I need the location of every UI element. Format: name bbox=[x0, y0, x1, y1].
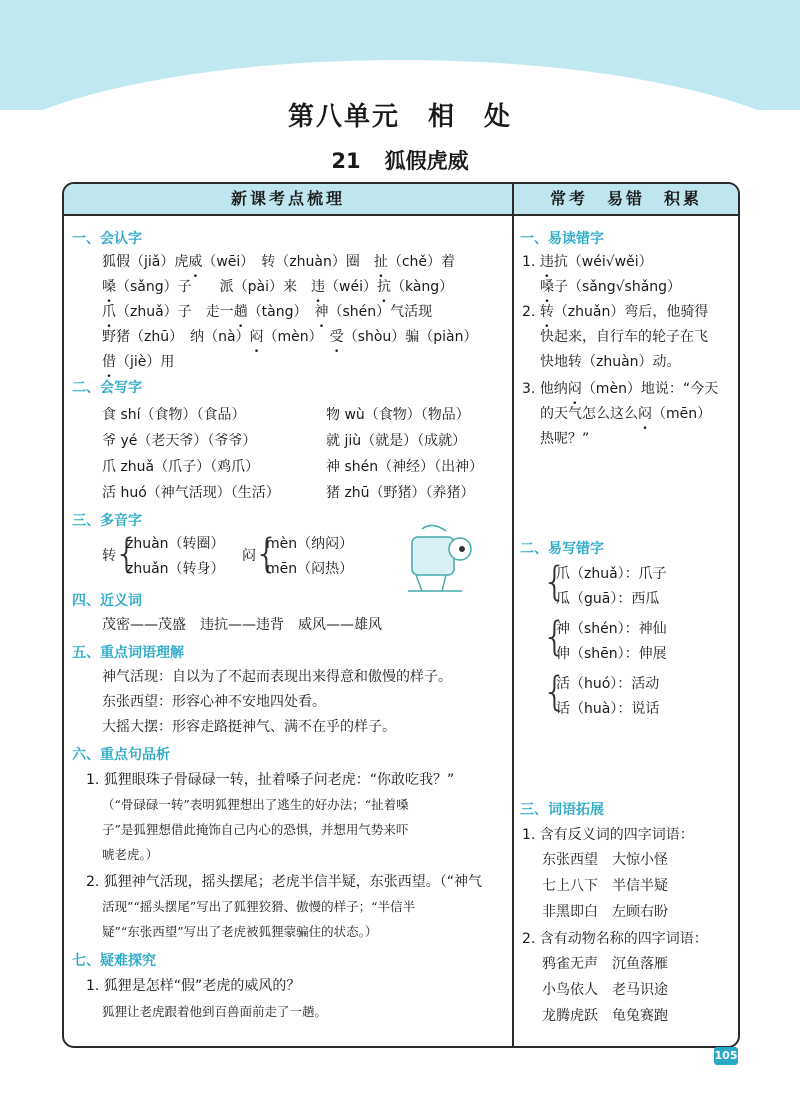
section-title: 七、疑难探究 bbox=[72, 953, 156, 969]
section-title: 四、近义词 bbox=[72, 593, 142, 609]
note-line: 子”是狐狸想借此掩饰自己内心的恐惧，并想用气势来吓 bbox=[102, 822, 409, 837]
cartoon-illustration bbox=[402, 519, 492, 599]
page-number: 105 bbox=[714, 1047, 738, 1065]
text-line: 3. 他纳闷（mèn）地说：“今天 bbox=[522, 381, 719, 397]
lesson-name: 狐假虎威 bbox=[384, 149, 469, 173]
text-line: 爪（zhuǎ）子 走一趟（tàng） 神（shén）气活现 bbox=[102, 304, 433, 320]
text-line: 活 huó（神气活现）（生活） bbox=[102, 485, 280, 501]
section-title: 二、易写错字 bbox=[520, 541, 604, 557]
text-line: 猪 zhū（野猪）（养猪） bbox=[326, 485, 475, 501]
section-title: 六、重点句品析 bbox=[72, 747, 170, 763]
text-line: 茂密——茂盛 违抗——违背 威风——雄风 bbox=[102, 617, 382, 633]
text-line: 野猪（zhū） 纳（nà）闷（mèn） 受（shòu）骗（piàn） bbox=[102, 329, 478, 345]
section-title: 三、词语拓展 bbox=[520, 802, 604, 818]
note-line: （“骨碌碌一转”表明狐狸想出了逃生的好办法；“扯着嗓 bbox=[102, 797, 409, 812]
text-line: 伸（shēn）：伸展 bbox=[556, 646, 667, 662]
text-line: 小鸟依人 老马识途 bbox=[542, 982, 668, 998]
text-line: 2. 狐狸神气活现，摇头摆尾；老虎半信半疑，东张西望。（“神气 bbox=[86, 874, 483, 890]
text-line: 嗓（sǎng）子 派（pài）来 违（wéi）抗（kàng） bbox=[102, 279, 454, 295]
text-line: 2. 转（zhuǎn）弯后，他骑得 bbox=[522, 304, 709, 320]
text-line: 借（jiè）用 bbox=[102, 354, 175, 370]
note-line: 唬老虎。） bbox=[102, 847, 159, 862]
text-line: 1. 违抗（wéi√wěi） bbox=[522, 254, 653, 270]
text-line: 东张西望：形容心神不安地四处看。 bbox=[102, 694, 326, 710]
text-line: 神 shén（神经）（出神） bbox=[326, 459, 484, 475]
section-title: 五、重点词语理解 bbox=[72, 645, 184, 661]
text-line: 东张西望 大惊小怪 bbox=[542, 852, 668, 868]
brace: { bbox=[254, 531, 280, 577]
section-title: 一、会认字 bbox=[72, 231, 142, 247]
text-line: 物 wù（食物）（物品） bbox=[326, 407, 470, 423]
column-divider bbox=[512, 214, 514, 1046]
text-line: 食 shí（食物）（食品） bbox=[102, 407, 246, 423]
text-line: 非黑即白 左顾右盼 bbox=[542, 904, 668, 920]
brace: { bbox=[542, 614, 568, 660]
lesson-number: 21 bbox=[331, 149, 361, 173]
text-line: 1. 狐狸眼珠子骨碌碌一转，扯着嗓子问老虎：“你敢吃我？” bbox=[86, 772, 455, 788]
text-line: 快起来，自行车的轮子在飞 bbox=[540, 329, 708, 345]
text-line: 神（shén）：神仙 bbox=[556, 621, 667, 637]
text-line: 龙腾虎跃 龟兔赛跑 bbox=[542, 1008, 668, 1024]
text-line: 1. 狐狸是怎样“假”老虎的威风的？ bbox=[86, 978, 301, 994]
text-line: 嗓子（sǎng√shǎng） bbox=[540, 279, 682, 295]
text-line: 就 jiù（就是）（成就） bbox=[326, 433, 467, 449]
text-line: 爪 zhuǎ（爪子）（鸡爪） bbox=[102, 459, 260, 475]
right-column-header: 常考 易错 积累 bbox=[514, 184, 738, 216]
text-line: 爷 yé（老天爷）（爷爷） bbox=[102, 433, 257, 449]
text-line: mèn（纳闷） bbox=[266, 536, 354, 552]
polyphone-char: 闷 bbox=[242, 548, 256, 564]
text-line: 话（huà）：说话 bbox=[556, 701, 660, 717]
text-line: 大摇大摆：形容走路挺神气、满不在乎的样子。 bbox=[102, 719, 396, 735]
text-line: zhuǎn（转身） bbox=[126, 561, 225, 577]
text-line: 快地转（zhuàn）动。 bbox=[540, 354, 681, 370]
text-line: 的天气怎么这么闷（mēn） bbox=[540, 406, 712, 422]
text-line: 鸦雀无声 沉鱼落雁 bbox=[542, 956, 668, 972]
polyphone-char: 转 bbox=[102, 548, 116, 564]
text-line: zhuàn（转圈） bbox=[126, 536, 225, 552]
brace: { bbox=[542, 669, 568, 715]
section-title: 三、多音字 bbox=[72, 513, 142, 529]
left-column-header: 新课考点梳理 bbox=[64, 184, 514, 216]
text-line: 瓜（guā）：西瓜 bbox=[556, 591, 660, 607]
text-line: 热呢？” bbox=[540, 431, 590, 447]
section-title: 一、易读错字 bbox=[520, 231, 604, 247]
brace: { bbox=[542, 559, 568, 605]
unit-title: 第八单元 相 处 bbox=[287, 102, 512, 132]
note-line: 疑”“东张西望”写出了老虎被狐狸蒙骗住的状态。） bbox=[102, 924, 378, 939]
text-line: 2. 含有动物名称的四字词语： bbox=[522, 931, 708, 947]
text-line: mēn（闷热） bbox=[266, 561, 354, 577]
text-line: 活（huó）：活动 bbox=[556, 676, 660, 692]
text-line: 神气活现：自以为了不起而表现出来得意和傲慢的样子。 bbox=[102, 669, 452, 685]
text-line: 七上八下 半信半疑 bbox=[542, 878, 668, 894]
content-table bbox=[62, 182, 740, 1048]
brace: { bbox=[114, 531, 140, 577]
lesson-title bbox=[0, 145, 800, 175]
note-line: 活现”“摇头摆尾”写出了狐狸狡猾、傲慢的样子；“半信半 bbox=[102, 899, 416, 914]
text-line: 1. 含有反义词的四字词语： bbox=[522, 827, 694, 843]
text-line: 狐假（jiǎ）虎威（wēi） 转（zhuàn）圈 扯（chě）着 bbox=[102, 254, 456, 270]
note-line: 狐狸让老虎跟着他到百兽面前走了一趟。 bbox=[102, 1004, 328, 1019]
section-title: 二、会写字 bbox=[72, 380, 142, 396]
text-line: 爪（zhuǎ）：爪子 bbox=[556, 566, 667, 582]
